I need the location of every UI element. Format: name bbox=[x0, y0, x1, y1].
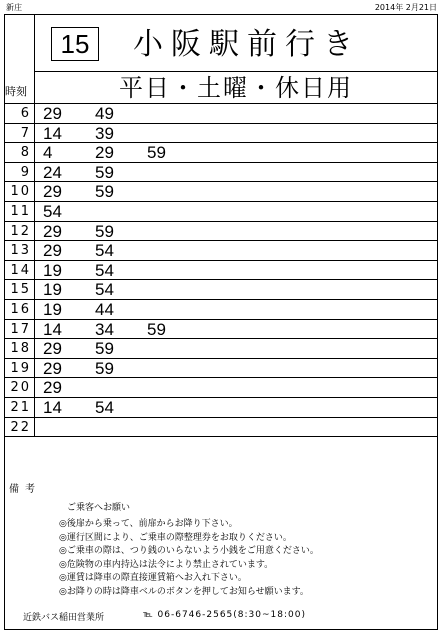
departure-minute: 14 bbox=[43, 397, 62, 417]
departure-minute: 59 bbox=[147, 319, 166, 339]
hour-cell: 10 bbox=[5, 182, 35, 201]
minutes-cell bbox=[43, 163, 147, 182]
minutes-cell bbox=[43, 280, 147, 299]
route-number: 15 bbox=[51, 27, 99, 61]
minutes-cell bbox=[43, 261, 147, 280]
notes-greeting: ご乗客へお願い bbox=[67, 503, 131, 513]
departure-minute: 4 bbox=[43, 143, 53, 163]
departure-minute: 19 bbox=[43, 299, 62, 319]
departure-minute: 29 bbox=[43, 182, 62, 202]
top-bar bbox=[4, 2, 439, 14]
minutes-cell bbox=[43, 300, 147, 319]
day-type: 平日・土曜・休日用 bbox=[119, 74, 353, 102]
departure-minute: 29 bbox=[95, 143, 114, 163]
table-row bbox=[5, 378, 437, 398]
departure-minute: 14 bbox=[43, 123, 62, 143]
departure-minute: 59 bbox=[95, 358, 114, 378]
note-item: ◎ご乗車の際は、つり銭のいらないよう小銭をご用意ください。 bbox=[59, 546, 319, 556]
table-row bbox=[5, 124, 437, 144]
issue-date: 2014年 2月21日 bbox=[374, 3, 437, 12]
minutes-cell bbox=[43, 104, 147, 123]
hour-cell: 14 bbox=[5, 261, 35, 280]
departure-minute: 39 bbox=[95, 123, 114, 143]
departure-minute: 59 bbox=[95, 339, 114, 359]
hour-cell: 19 bbox=[5, 359, 35, 378]
departure-minute: 29 bbox=[43, 358, 62, 378]
table-row bbox=[5, 280, 437, 300]
minutes-cell bbox=[43, 202, 95, 221]
hour-cell: 8 bbox=[5, 143, 35, 162]
departure-minute: 34 bbox=[95, 319, 114, 339]
hour-cell: 22 bbox=[5, 418, 35, 437]
table-row bbox=[5, 182, 437, 202]
minutes-cell bbox=[43, 182, 147, 201]
minutes-cell bbox=[43, 339, 147, 358]
hour-cell: 13 bbox=[5, 241, 35, 260]
minutes-cell bbox=[43, 222, 147, 241]
departure-minute: 24 bbox=[43, 162, 62, 182]
departure-minute: 54 bbox=[43, 201, 62, 221]
table-row bbox=[5, 339, 437, 359]
table-row bbox=[5, 241, 437, 261]
stop-name: 新庄 bbox=[6, 3, 22, 12]
table-row bbox=[5, 320, 437, 340]
hour-cell: 12 bbox=[5, 222, 35, 241]
table-row bbox=[5, 222, 437, 242]
departure-minute: 59 bbox=[95, 221, 114, 241]
table-row bbox=[5, 104, 437, 124]
hour-cell: 15 bbox=[5, 280, 35, 299]
table-row bbox=[5, 300, 437, 320]
header-divider bbox=[35, 71, 437, 72]
table-row bbox=[5, 359, 437, 379]
note-item: ◎お降りの時は降車ベルのボタンを押してお知らせ願います。 bbox=[59, 586, 309, 597]
minutes-cell bbox=[43, 398, 147, 417]
table-row bbox=[5, 163, 437, 183]
departure-minute: 29 bbox=[43, 221, 62, 241]
note-item: ◎運行区間により、ご乗車の際整理券をお取りください。 bbox=[59, 532, 292, 543]
timetable-rows bbox=[5, 103, 437, 437]
table-row bbox=[5, 143, 437, 163]
departure-minute: 59 bbox=[95, 182, 114, 202]
hour-cell: 18 bbox=[5, 339, 35, 358]
note-item: ◎運賃は降車の際直接運賃箱へお入れ下さい。 bbox=[59, 573, 247, 583]
minutes-cell bbox=[43, 359, 147, 378]
departure-minute: 54 bbox=[95, 397, 114, 417]
minutes-cell bbox=[43, 320, 199, 339]
minutes-cell bbox=[43, 124, 147, 143]
timetable-frame bbox=[4, 14, 438, 630]
departure-minute: 29 bbox=[43, 378, 62, 398]
departure-minute: 44 bbox=[95, 299, 114, 319]
office-phone: ℡ 06-6746-2565(8:30~18:00) bbox=[143, 610, 306, 620]
departure-minute: 14 bbox=[43, 319, 62, 339]
departure-minute: 29 bbox=[43, 241, 62, 261]
note-item: ◎危険物の車内持込は法令により禁止されています。 bbox=[59, 559, 274, 570]
departure-minute: 59 bbox=[95, 162, 114, 182]
table-row bbox=[5, 202, 437, 222]
hour-cell: 9 bbox=[5, 163, 35, 182]
minutes-cell bbox=[43, 378, 95, 397]
minutes-cell bbox=[43, 143, 199, 162]
departure-minute: 54 bbox=[95, 280, 114, 300]
notes-label: 備考 bbox=[9, 484, 41, 495]
hour-cell: 21 bbox=[5, 398, 35, 417]
departure-minute: 54 bbox=[95, 260, 114, 280]
departure-minute: 29 bbox=[43, 104, 62, 123]
hour-cell: 20 bbox=[5, 378, 35, 397]
hour-cell: 7 bbox=[5, 124, 35, 143]
departure-minute: 29 bbox=[43, 339, 62, 359]
hour-cell: 17 bbox=[5, 320, 35, 339]
hour-header-cell bbox=[5, 15, 35, 103]
table-row bbox=[5, 398, 437, 418]
hour-cell: 6 bbox=[5, 104, 35, 123]
office-name: 近鉄バス稲田営業所 bbox=[23, 613, 105, 623]
note-item: ◎後扉から乗って、前扉からお降り下さい。 bbox=[59, 519, 238, 529]
departure-minute: 54 bbox=[95, 241, 114, 261]
table-row bbox=[5, 261, 437, 281]
departure-minute: 49 bbox=[95, 104, 114, 123]
minutes-cell bbox=[43, 241, 147, 260]
notes-list bbox=[59, 518, 319, 599]
departure-minute: 19 bbox=[43, 260, 62, 280]
table-row bbox=[5, 418, 437, 438]
departure-minute: 59 bbox=[147, 143, 166, 163]
hour-cell: 16 bbox=[5, 300, 35, 319]
notes-section bbox=[5, 476, 437, 629]
destination-title: 小阪駅前行き bbox=[133, 27, 361, 62]
hour-cell: 11 bbox=[5, 202, 35, 221]
hour-label: 時刻 bbox=[5, 85, 27, 98]
departure-minute: 19 bbox=[43, 280, 62, 300]
